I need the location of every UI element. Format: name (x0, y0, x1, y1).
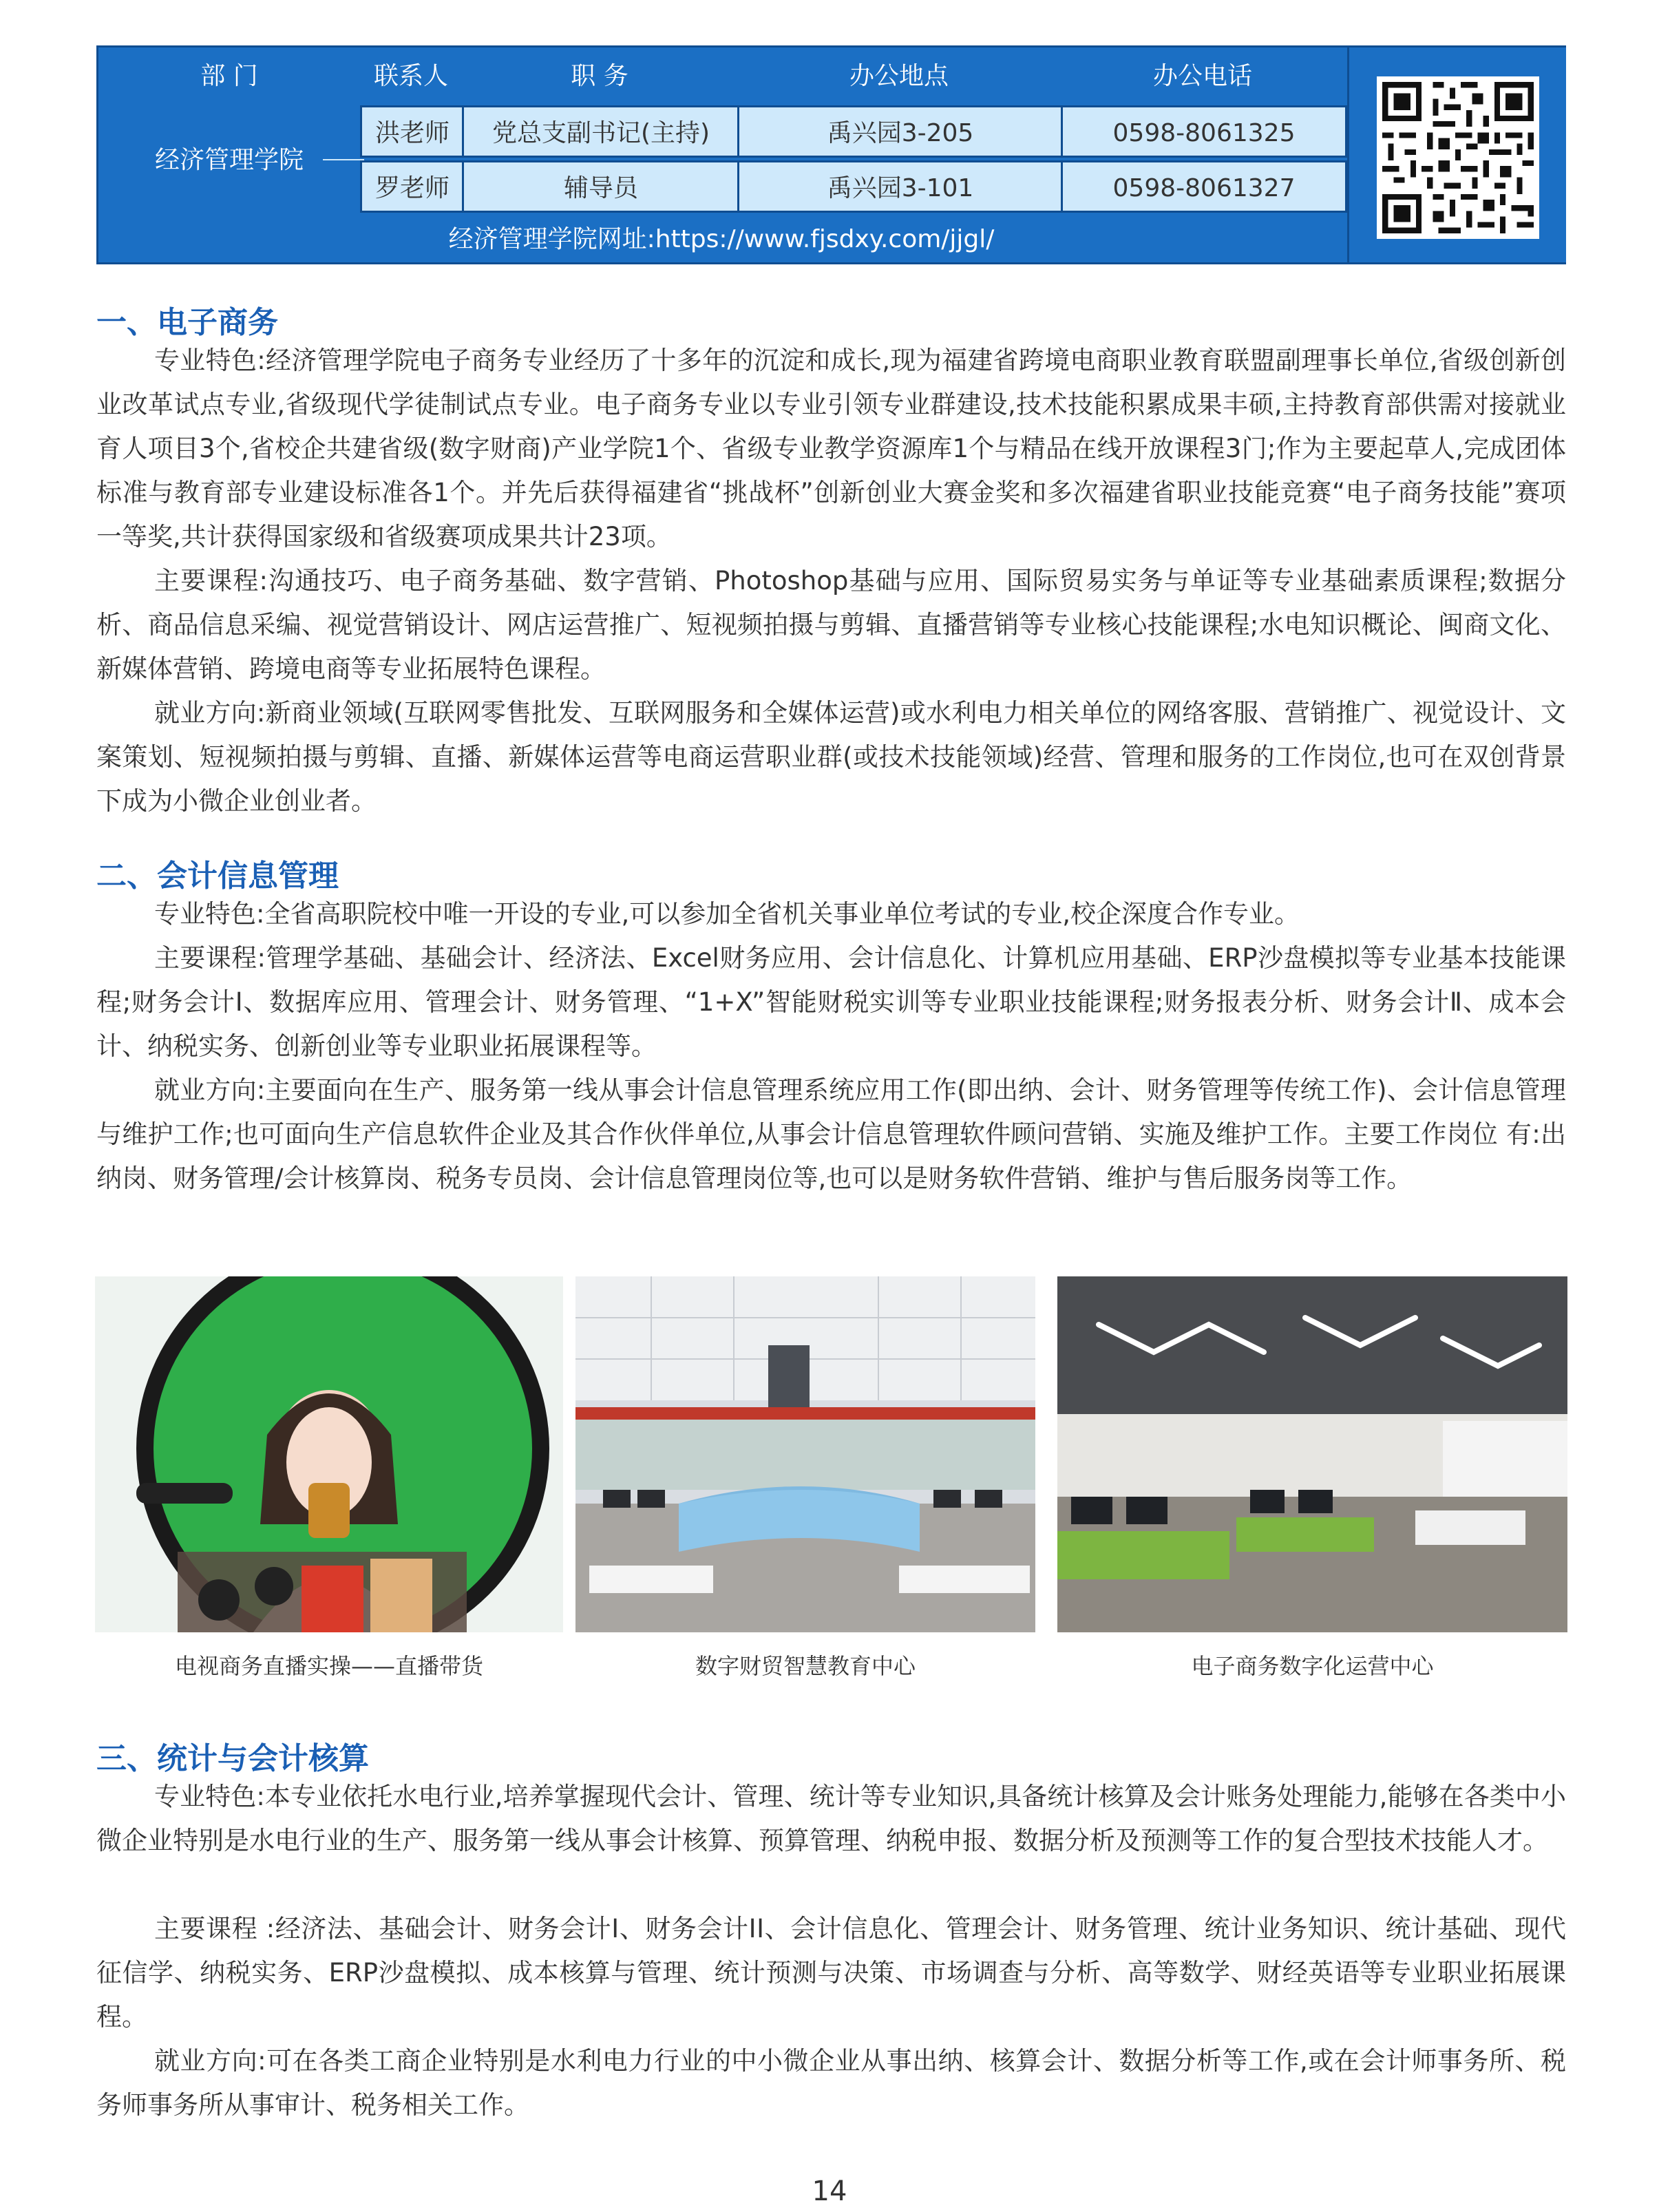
accounting-info-courses-paragraph: 主要课程:管理学基础、基础会计、经济法、Excel财务应用、会计信息化、计算机应用基础、ERP沙盘模拟等专业基本技能课程;财务会计Ⅰ、数据库应用、管理会计、财务管理、“1+X”智能财税实训等专业职业技能课程;财务报表分析、财务会计Ⅱ、成本会计、纳税实务、创新创业等专业职业拓展课程等。 (96, 943, 1566, 1061)
section-title-ecommerce: 一、电子商务 (96, 305, 278, 340)
row1-contact: 洪老师 (360, 105, 465, 158)
statistics-careers-paragraph: 就业方向:可在各类工商企业特别是水利电力行业的中小微企业从事出纳、核算会计、数据分析等工作,或在会计师事务所、税务师事务所从事审计、税务相关工作。 (96, 2046, 1566, 2120)
photo-caption-livestream: 电视商务直播实操——直播带货 (174, 1653, 483, 1679)
statistics-courses-paragraph: 主要课程 :经济法、基础会计、财务会计Ⅰ、财务会计ⅠⅠ、会计信息化、管理会计、财务管理、统计业务知识、统计基础、现代征信学、纳税实务、ERP沙盘模拟、成本核算与管理、统计预测与决策、市场调查与分析、高等数学、财经英语等专业职业拓展课程。 (96, 1914, 1566, 2032)
row2-position: 辅导员 (462, 160, 740, 213)
photo-caption-digital-trade: 数字财贸智慧教育中心 (695, 1653, 916, 1679)
page-number: 14 (812, 2176, 847, 2207)
header-position: 职 务 (571, 62, 628, 90)
photo-ecommerce-operations-center (1057, 1276, 1567, 1632)
qr-code-icon[interactable] (1377, 76, 1539, 239)
row1-office: 禹兴园3-205 (737, 105, 1064, 158)
ecommerce-feature-paragraph: 专业特色:经济管理学院电子商务专业经历了十多年的沉淀和成长,现为福建省跨境电商职业教育联盟副理事长单位,省级创新创业改革试点专业,省级现代学徒制试点专业。电子商务专业以专业引领专业群建设,技术技能积累成果丰硕,主持教育部供需对接就业育人项目3个,省校企共建省级(数字财商)产业学院1个、省级专业教学资源库1个与精品在线开放课程3门;作为主要起草人,完成团体标准与教育部专业建设标准各1个。并先后获得福建省“挑战杯”创新创业大赛金奖和多次福建省职业技能竞赛“电子商务技能”赛项一等奖,共计获得国家级和省级赛项成果共计23项。 (96, 346, 1566, 551)
photo-livestream-practice (95, 1276, 563, 1632)
row1-position: 党总支副书记(主持) (462, 105, 740, 158)
row2-contact: 罗老师 (360, 160, 465, 213)
accounting-info-feature-paragraph: 专业特色:全省高职院校中唯一开设的专业,可以参加全省机关事业单位考试的专业,校企深度合作专业。 (154, 899, 1300, 929)
qr-panel (1347, 48, 1566, 262)
contact-table (96, 45, 1566, 264)
row2-phone: 0598-8061327 (1061, 160, 1347, 213)
photo-digital-trade-center (575, 1276, 1035, 1632)
photo-caption-ecommerce-ops: 电子商务数字化运营中心 (1191, 1653, 1434, 1679)
row2-office: 禹兴园3-101 (737, 160, 1064, 213)
website-url[interactable]: 经济管理学院网址:https://www.fjsdxy.com/jjgl/ (448, 225, 995, 253)
accounting-info-careers-paragraph: 就业方向:主要面向在生产、服务第一线从事会计信息管理系统应用工作(即出纳、会计、财务管理等传统工作)、会计信息管理与维护工作;也可面向生产信息软件企业及其合作伙伴单位,从事会计信息管理软件顾问营销、实施及维护工作。主要工作岗位 有:出纳岗、财务管理/会计核算岗、税务专员岗、会计信息管理岗位等,也可以是财务软件营销、维护与售后服务岗等工作。 (96, 1075, 1566, 1193)
department-name: 经济管理学院 (98, 105, 360, 215)
header-department: 部 门 (200, 62, 258, 90)
statistics-feature-paragraph: 专业特色:本专业依托水电行业,培养掌握现代会计、管理、统计等专业知识,具备统计核算及会计账务处理能力,能够在各类中小微企业特别是水电行业的生产、服务第一线从事会计核算、预算管理、纳税申报、数据分析及预测等工作的复合型技术技能人才。 (96, 1782, 1566, 1855)
header-contact: 联系人 (373, 62, 448, 90)
section-title-accounting-info: 二、会计信息管理 (96, 859, 339, 894)
section-title-statistics-accounting: 三、统计与会计核算 (96, 1741, 369, 1776)
ecommerce-courses-paragraph: 主要课程:沟通技巧、电子商务基础、数字营销、Photoshop基础与应用、国际贸易实务与单证等专业基础素质课程;数据分析、商品信息采编、视觉营销设计、网店运营推广、短视频拍摄与剪辑、直播营销等专业核心技能课程;水电知识概论、闽商文化、新媒体营销、跨境电商等专业拓展特色课程。 (96, 566, 1566, 684)
ecommerce-careers-paragraph: 就业方向:新商业领域(互联网零售批发、互联网服务和全媒体运营)或水利电力相关单位的网络客服、营销推广、视觉设计、文案策划、短视频拍摄与剪辑、直播、新媒体运营等电商运营职业群(或技术技能领域)经营、管理和服务的工作岗位,也可在双创背景下成为小微企业创业者。 (96, 698, 1566, 816)
header-office: 办公地点 (849, 62, 949, 90)
header-phone: 办公电话 (1152, 62, 1252, 90)
row1-phone: 0598-8061325 (1061, 105, 1347, 158)
